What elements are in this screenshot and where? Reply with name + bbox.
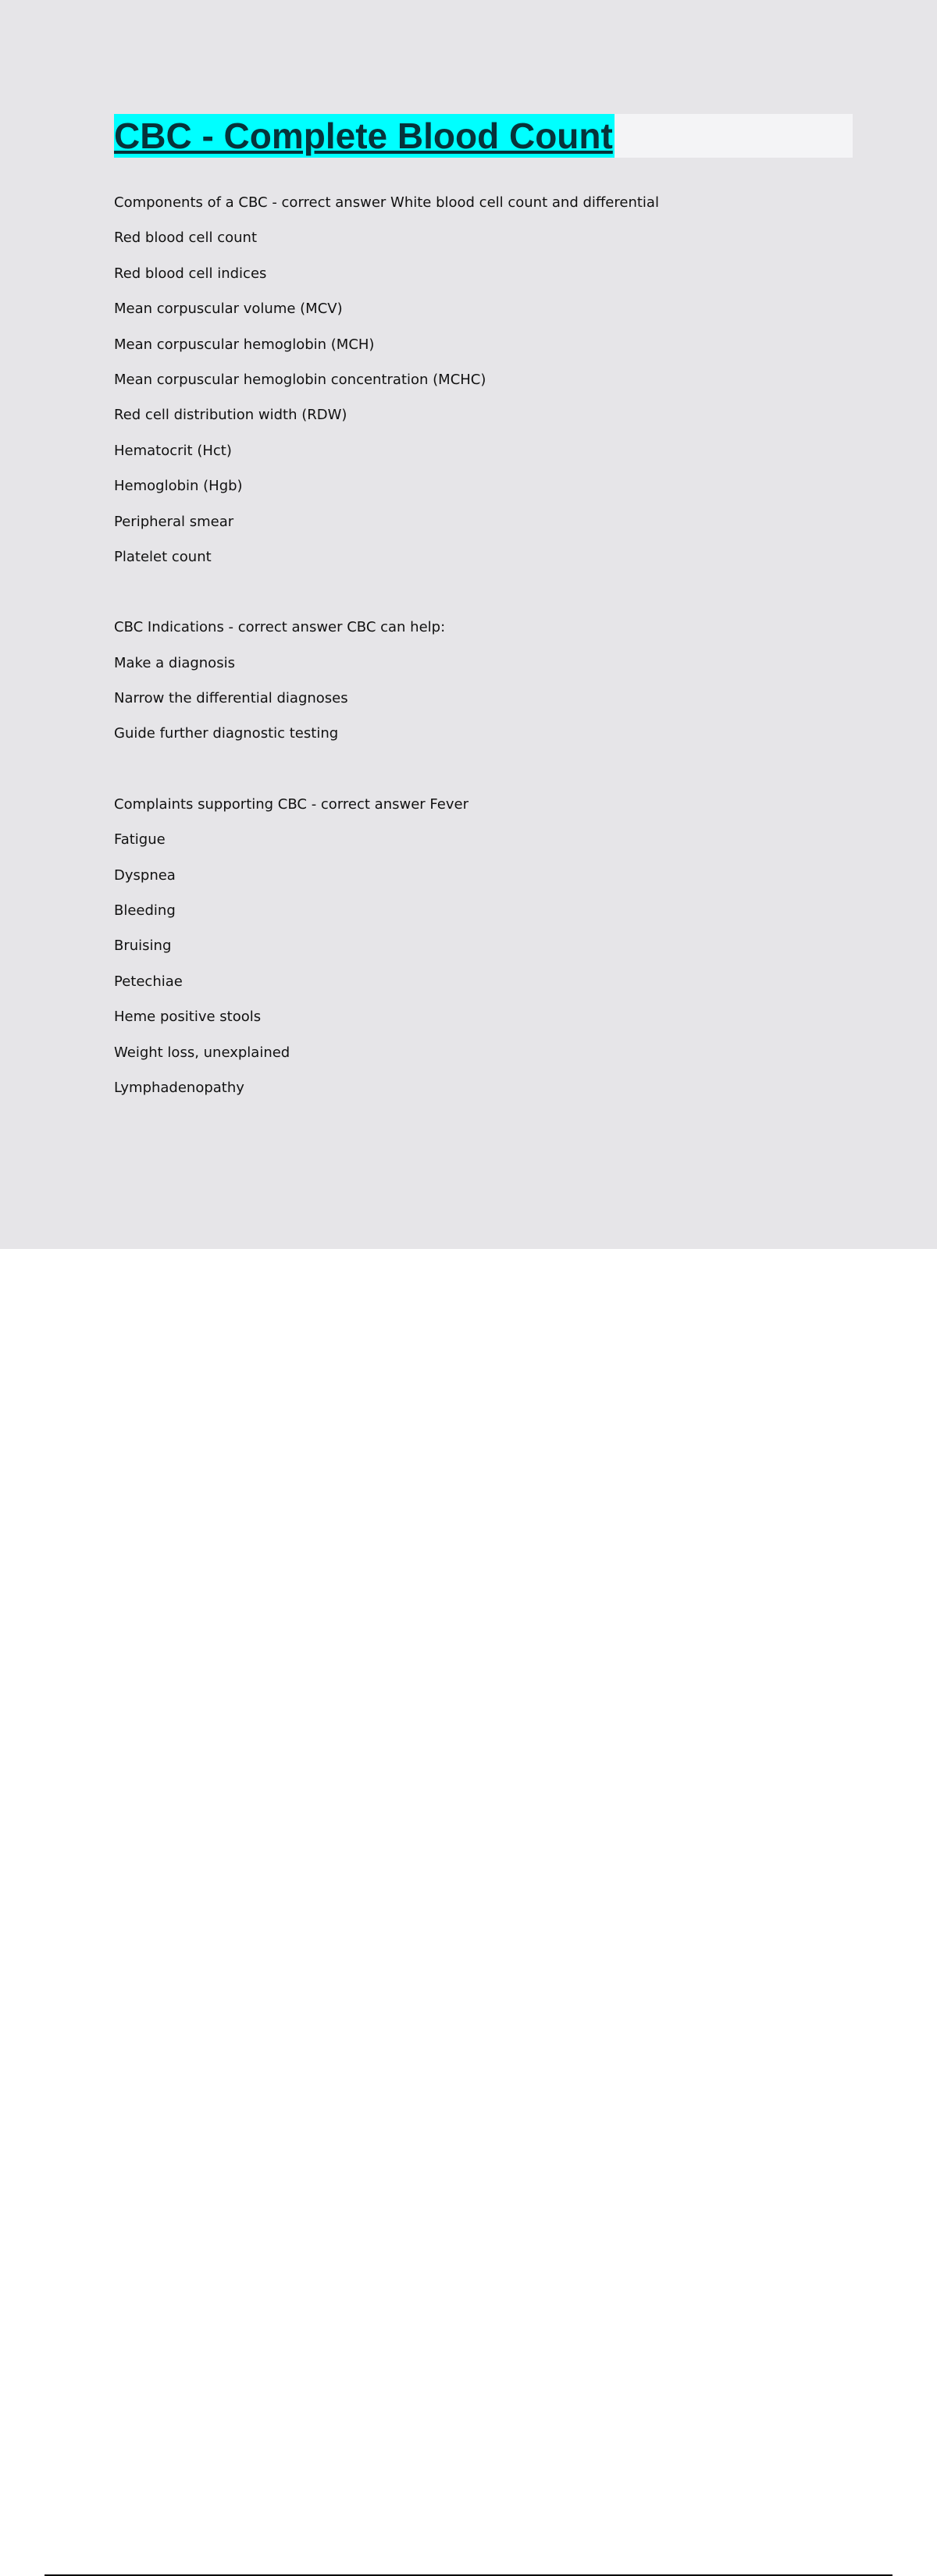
list-item: Bleeding	[114, 902, 176, 920]
list-item: Narrow the differential diagnoses	[114, 690, 348, 707]
list-item: Mean corpuscular volume (MCV)	[114, 301, 343, 318]
list-item: Hemoglobin (Hgb)	[114, 478, 243, 495]
document-body	[114, 187, 864, 1143]
document-title: CBC - Complete Blood Count	[114, 116, 613, 156]
list-item: Fatigue	[114, 831, 166, 849]
list-item: Platelet count	[114, 548, 212, 565]
list-item: Red blood cell indices	[114, 265, 267, 282]
list-item: Hematocrit (Hct)	[114, 442, 232, 459]
list-item: Make a diagnosis	[114, 654, 235, 671]
list-item: Dyspnea	[114, 866, 176, 884]
list-item: Weight loss, unexplained	[114, 1044, 290, 1061]
page-footer-area	[0, 1249, 937, 1327]
list-item: Heme positive stools	[114, 1009, 262, 1026]
list-item: Mean corpuscular hemoglobin (MCH)	[114, 336, 375, 353]
section-cbc-indications	[114, 612, 864, 754]
section-cbc-components	[114, 187, 864, 577]
list-item: Bruising	[114, 938, 172, 955]
list-item: Petechiae	[114, 973, 183, 990]
list-item: Peripheral smear	[114, 513, 234, 530]
qa-question-line: CBC Indications - correct answer CBC can help:	[114, 619, 446, 636]
qa-question-line: Complaints supporting CBC - correct answer Fever	[114, 795, 468, 813]
list-item: Guide further diagnostic testing	[114, 725, 339, 742]
qa-question-line: Components of a CBC - correct answer White blood cell count and differential	[114, 194, 659, 211]
list-item: Red blood cell count	[114, 229, 257, 247]
list-item: Red cell distribution width (RDW)	[114, 407, 347, 424]
list-item: Lymphadenopathy	[114, 1079, 244, 1096]
section-cbc-complaints	[114, 789, 864, 1108]
document-page	[0, 0, 937, 1249]
list-item: Mean corpuscular hemoglobin concentration (MCHC)	[114, 371, 486, 388]
